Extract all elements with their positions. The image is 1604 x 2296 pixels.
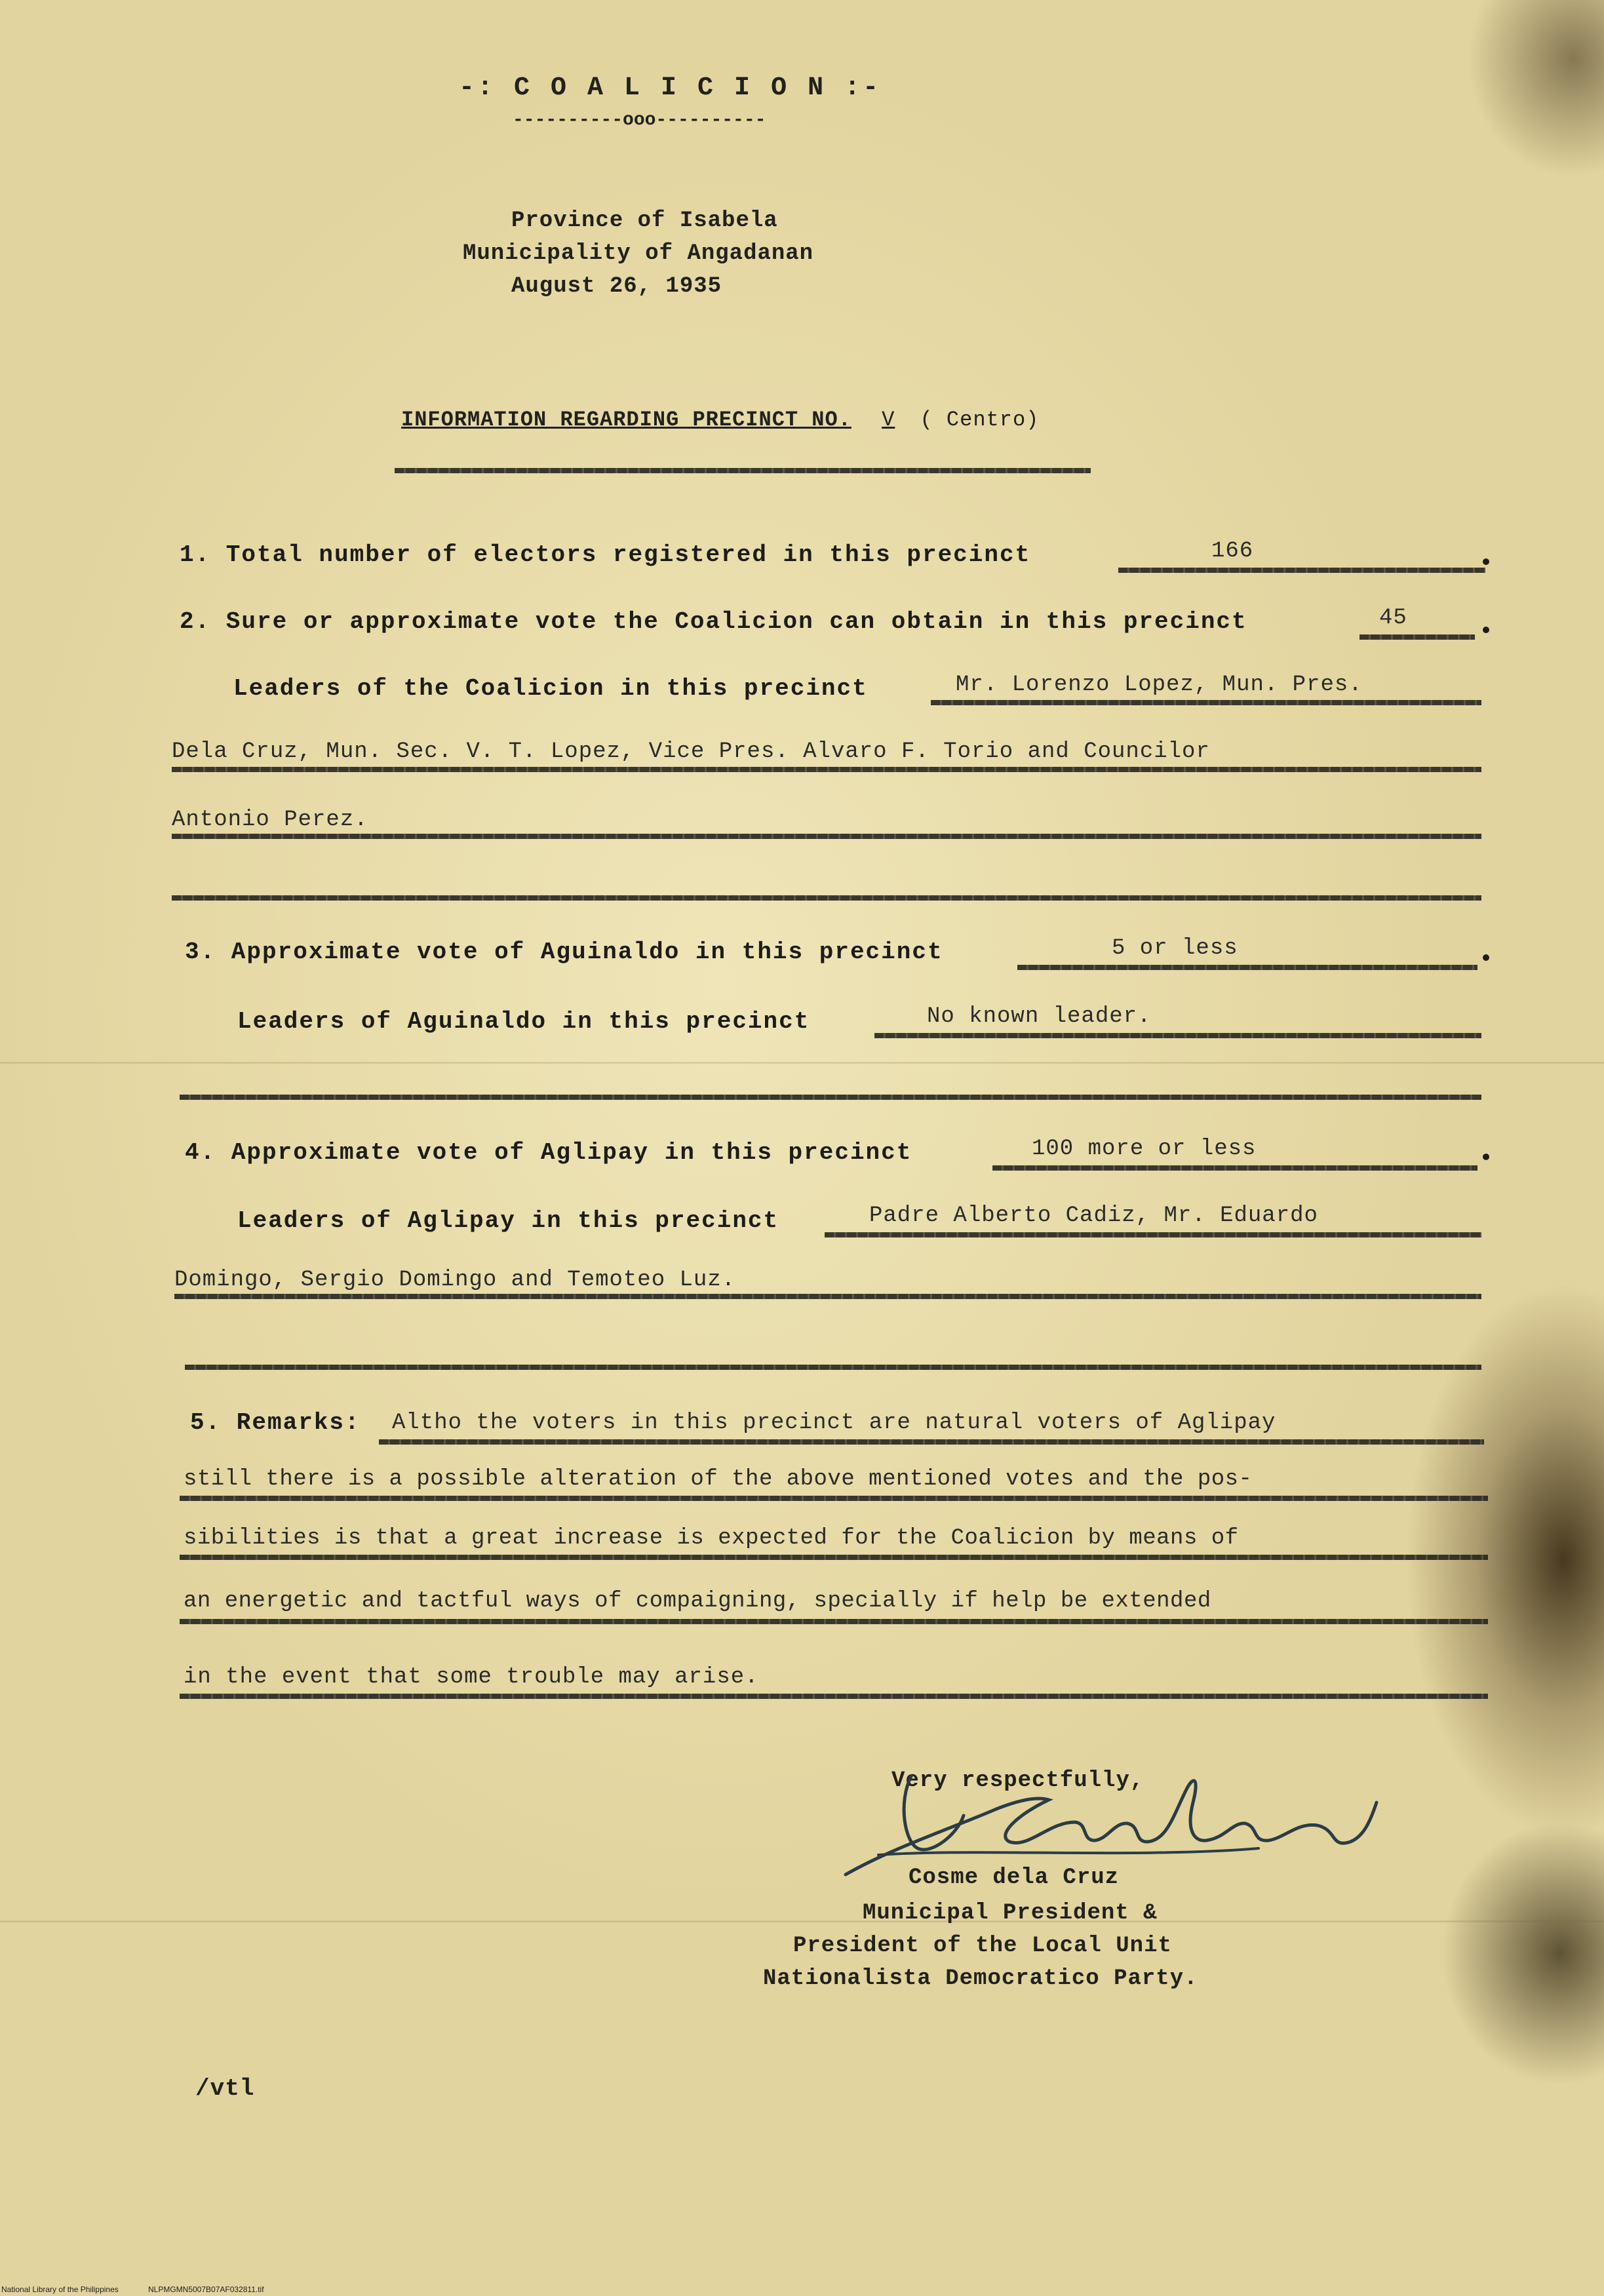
q2-rule [1359, 634, 1475, 640]
remarks-line2: still there is a possible alteration of the above mentioned votes and the pos- [184, 1467, 1253, 1492]
q3-label: 3. Approximate vote of Aguinaldo in this precinct [185, 939, 943, 965]
q2-leaders-line2: Dela Cruz, Mun. Sec. V. T. Lopez, Vice Pres. Alvaro F. Torio and Councilor [172, 739, 1210, 764]
remarks-rule2 [180, 1496, 1488, 1501]
q4-leaders-label: Leaders of Aglipay in this precinct [237, 1207, 779, 1234]
signer-title-3: Nationalista Democratico Party. [763, 1966, 1198, 1991]
q4-leaders-rule2 [174, 1294, 1481, 1299]
closing-line: Very respectfully, [891, 1768, 1144, 1793]
remarks-line4: an energetic and tactful ways of compaigning, specially if help be extended [184, 1589, 1211, 1614]
q4-leaders-rule3 [185, 1365, 1481, 1370]
typist-initials: /vtl [195, 2075, 255, 2102]
q2-leaders-line3: Antonio Perez. [172, 807, 368, 832]
q4-leaders-line2: Domingo, Sergio Domingo and Temoteo Luz. [174, 1268, 736, 1293]
q3-rule [1017, 965, 1477, 970]
footer-file-id: NLPMGMN5007B07AF032811.tif [148, 2285, 264, 2294]
q4-leaders-rule1 [825, 1232, 1481, 1237]
remarks-rule3 [180, 1555, 1488, 1560]
q2-value: 45 [1379, 606, 1407, 631]
q2-leaders-rule3 [172, 834, 1481, 839]
q1-value: 166 [1211, 539, 1254, 564]
q4-period [1483, 1154, 1489, 1160]
info-title-text: INFORMATION REGARDING PRECINCT NO. [401, 408, 851, 432]
q2-leaders-rule2 [172, 767, 1481, 772]
fold-line [0, 1062, 1604, 1064]
q3-value: 5 or less [1112, 936, 1238, 961]
date-line: August 26, 1935 [511, 274, 722, 299]
q3-period [1483, 954, 1489, 961]
q2-leaders-label: Leaders of the Coalicion in this precinct [233, 675, 868, 702]
info-title [401, 408, 1039, 432]
remarks-label: 5. Remarks: [190, 1409, 361, 1436]
signer-title-2: President of the Local Unit [793, 1934, 1172, 1958]
coalicion-title: -: C O A L I C I O N :- [459, 73, 882, 103]
q1-period [1483, 558, 1489, 565]
province-line: Province of Isabela [511, 208, 778, 233]
fold-line [0, 1920, 1604, 1922]
q1-label: 1. Total number of electors registered in this precinct [180, 541, 1031, 568]
remarks-line1: Altho the voters in this precinct are natural voters of Aglipay [392, 1411, 1276, 1435]
q2-leaders-line1: Mr. Lorenzo Lopez, Mun. Pres. [956, 672, 1363, 697]
remarks-line5: in the event that some trouble may arise. [184, 1665, 759, 1690]
remarks-rule4 [180, 1619, 1488, 1624]
signer-title-1: Municipal President & [863, 1901, 1158, 1926]
q2-leaders-rule1 [931, 700, 1481, 705]
q3-leaders-value: No known leader. [927, 1004, 1152, 1029]
q4-label: 4. Approximate vote of Aglipay in this precinct [185, 1139, 912, 1166]
signer-name: Cosme dela Cruz [909, 1865, 1120, 1890]
q2-period [1483, 627, 1489, 633]
q3-leaders-label: Leaders of Aguinaldo in this precinct [237, 1008, 810, 1035]
q2-label: 2. Sure or approximate vote the Coalicion can obtain in this precinct [180, 608, 1247, 635]
q2-leaders-rule4 [172, 895, 1481, 901]
q1-rule [1118, 568, 1485, 573]
remarks-line3: sibilities is that a great increase is expected for the Coalicion by means of [184, 1526, 1239, 1551]
footer-library: National Library of the Philippines [1, 2285, 119, 2294]
info-title-rule [395, 468, 1091, 473]
precinct-number: V [882, 408, 895, 432]
q4-leaders-line1: Padre Alberto Cadiz, Mr. Eduardo [869, 1203, 1318, 1228]
q3-leaders-rule2 [180, 1095, 1481, 1100]
remarks-rule1 [379, 1439, 1484, 1445]
municipality-line: Municipality of Angadanan [463, 241, 814, 266]
q4-value: 100 more or less [1032, 1137, 1257, 1161]
precinct-name: ( Centro) [920, 408, 1040, 432]
q4-rule [992, 1165, 1477, 1171]
title-ornament: ----------ooo---------- [513, 110, 766, 130]
remarks-rule5 [180, 1694, 1488, 1699]
q3-leaders-rule1 [874, 1033, 1481, 1038]
